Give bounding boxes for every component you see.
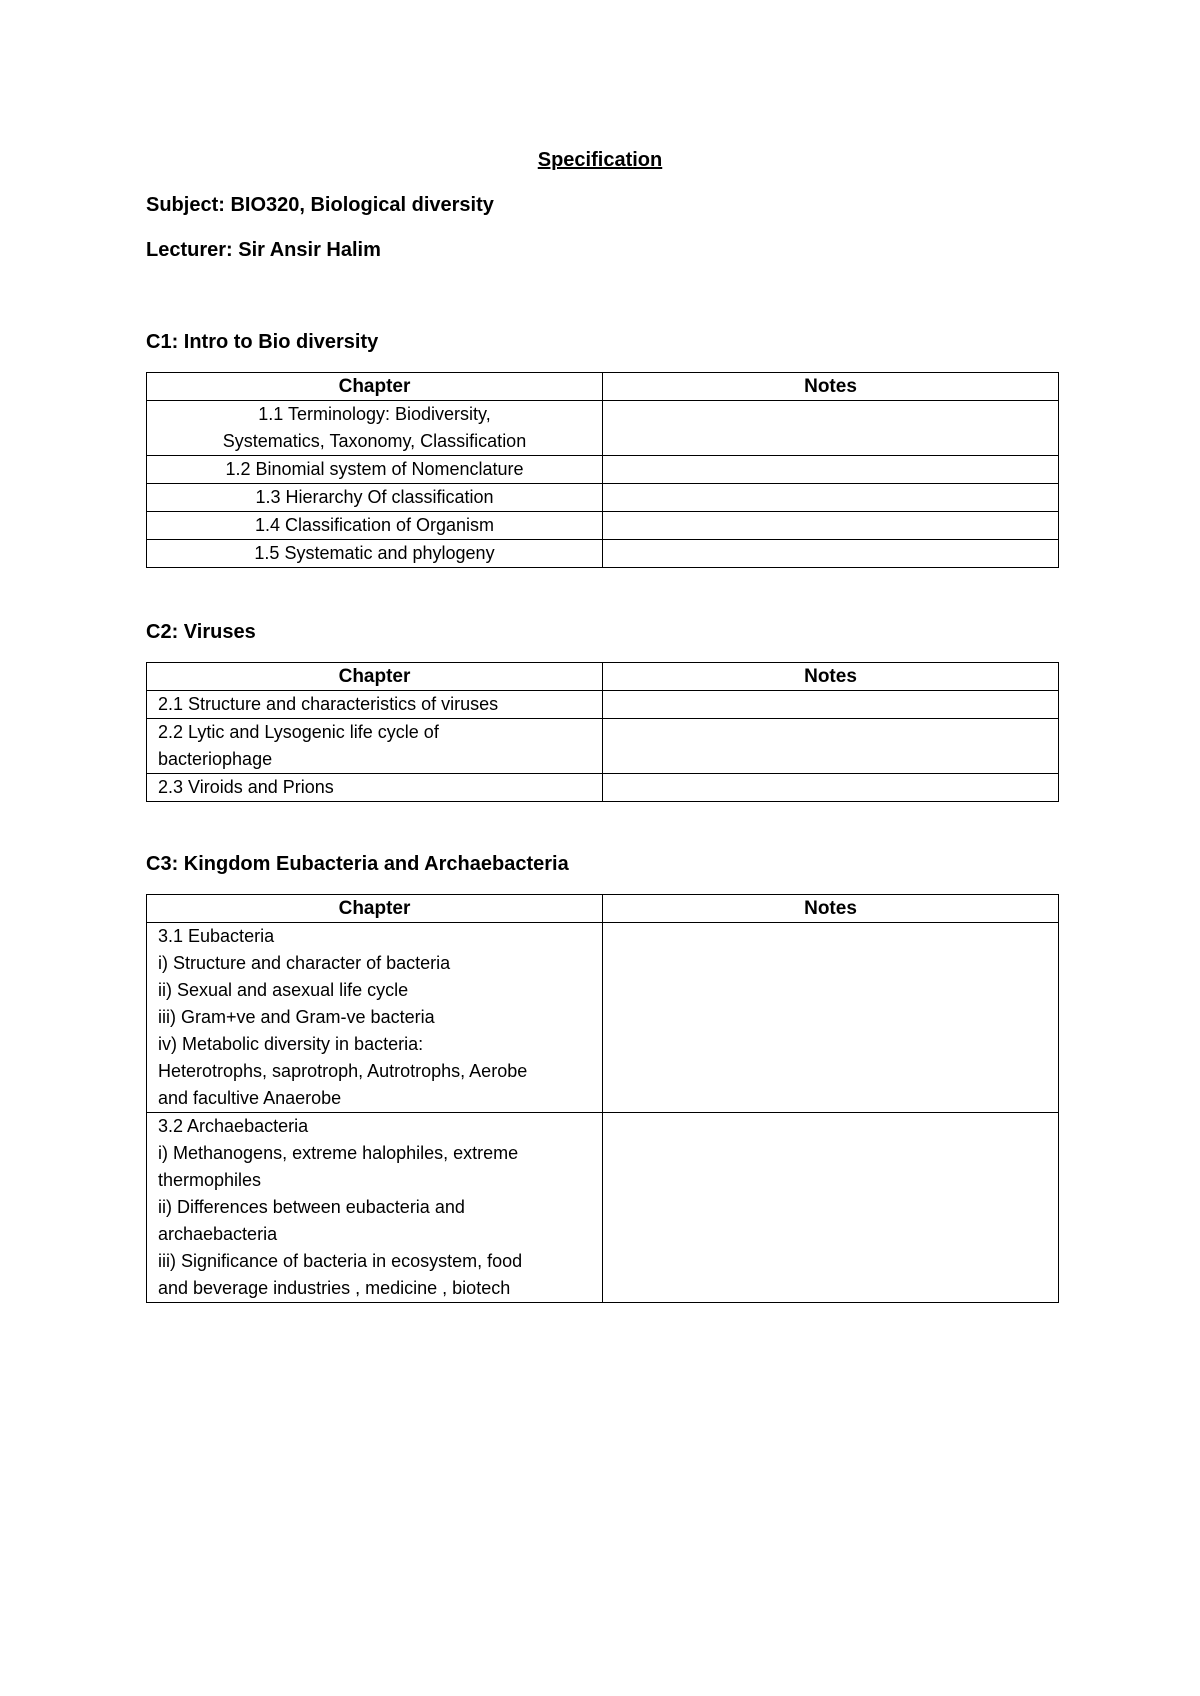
table-row xyxy=(147,540,1059,568)
table-row xyxy=(147,512,1059,540)
chapter-cell xyxy=(147,484,603,512)
column-header-notes: Notes xyxy=(603,663,1059,691)
notes-cell xyxy=(603,484,1059,512)
chapter-line: bacteriophage xyxy=(158,749,273,769)
column-header-chapter: Chapter xyxy=(147,663,603,691)
chapter-line: 1.1 Terminology: Biodiversity, xyxy=(258,404,491,424)
chapter-cell xyxy=(147,1113,603,1303)
column-header-notes: Notes xyxy=(603,895,1059,923)
table-c2 xyxy=(146,662,1059,802)
table-row xyxy=(147,401,1059,456)
chapter-cell xyxy=(147,719,603,774)
chapter-line: iii) Gram+ve and Gram-ve bacteria xyxy=(158,1007,435,1027)
chapter-line: Systematics, Taxonomy, Classification xyxy=(222,431,527,451)
chapter-cell xyxy=(147,456,603,484)
chapter-line: 1.3 Hierarchy Of classification xyxy=(255,487,494,507)
notes-cell xyxy=(603,401,1059,456)
table-header-row xyxy=(147,895,1059,923)
column-header-chapter: Chapter xyxy=(147,895,603,923)
chapter-cell xyxy=(147,540,603,568)
chapter-cell xyxy=(147,691,603,719)
notes-cell xyxy=(603,691,1059,719)
chapter-line: ii) Sexual and asexual life cycle xyxy=(158,980,409,1000)
chapter-line: thermophiles xyxy=(158,1170,262,1190)
chapter-line: ii) Differences between eubacteria and xyxy=(158,1197,465,1217)
chapter-line: i) Structure and character of bacteria xyxy=(158,953,451,973)
chapter-line: archaebacteria xyxy=(158,1224,278,1244)
chapter-line: 1.2 Binomial system of Nomenclature xyxy=(225,459,524,479)
chapter-line: 2.2 Lytic and Lysogenic life cycle of xyxy=(158,722,439,742)
chapter-line: 1.5 Systematic and phylogeny xyxy=(254,543,495,563)
table-row xyxy=(147,691,1059,719)
chapter-line: 3.1 Eubacteria xyxy=(158,926,275,946)
table-header-row xyxy=(147,373,1059,401)
chapter-line: and facultive Anaerobe xyxy=(158,1088,342,1108)
table-c3 xyxy=(146,894,1059,1303)
notes-cell xyxy=(603,456,1059,484)
section-heading-c2: C2: Viruses xyxy=(146,621,256,643)
chapter-cell xyxy=(147,401,603,456)
notes-cell xyxy=(603,1113,1059,1303)
notes-cell xyxy=(603,719,1059,774)
section-heading-c1: C1: Intro to Bio diversity xyxy=(146,331,379,353)
notes-cell xyxy=(603,540,1059,568)
chapter-line: 3.2 Archaebacteria xyxy=(158,1116,309,1136)
table-c1 xyxy=(146,372,1059,568)
column-header-chapter: Chapter xyxy=(147,373,603,401)
notes-cell xyxy=(603,774,1059,802)
notes-cell xyxy=(603,923,1059,1113)
table-row xyxy=(147,1113,1059,1303)
table-row xyxy=(147,484,1059,512)
chapter-line: Heterotrophs, saprotroph, Autrotrophs, Aerobe xyxy=(158,1061,528,1081)
column-header-notes: Notes xyxy=(603,373,1059,401)
page-title: Specification xyxy=(537,149,663,171)
chapter-line: iv) Metabolic diversity in bacteria: xyxy=(158,1034,424,1054)
notes-cell xyxy=(603,512,1059,540)
lecturer-line: Lecturer: Sir Ansir Halim xyxy=(146,239,381,261)
chapter-cell xyxy=(147,923,603,1113)
table-row xyxy=(147,456,1059,484)
chapter-line: 2.3 Viroids and Prions xyxy=(158,777,334,797)
chapter-line: 1.4 Classification of Organism xyxy=(254,515,495,535)
chapter-cell xyxy=(147,774,603,802)
subject-line: Subject: BIO320, Biological diversity xyxy=(146,194,494,216)
table-row xyxy=(147,923,1059,1113)
table-row xyxy=(147,774,1059,802)
table-row xyxy=(147,719,1059,774)
chapter-line: and beverage industries , medicine , biotech xyxy=(158,1278,511,1298)
section-heading-c3: C3: Kingdom Eubacteria and Archaebacteria xyxy=(146,853,569,875)
chapter-line: iii) Significance of bacteria in ecosystem, food xyxy=(158,1251,523,1271)
chapter-line: 2.1 Structure and characteristics of viruses xyxy=(158,694,499,714)
chapter-line: i) Methanogens, extreme halophiles, extreme xyxy=(158,1143,519,1163)
table-header-row xyxy=(147,663,1059,691)
chapter-cell xyxy=(147,512,603,540)
